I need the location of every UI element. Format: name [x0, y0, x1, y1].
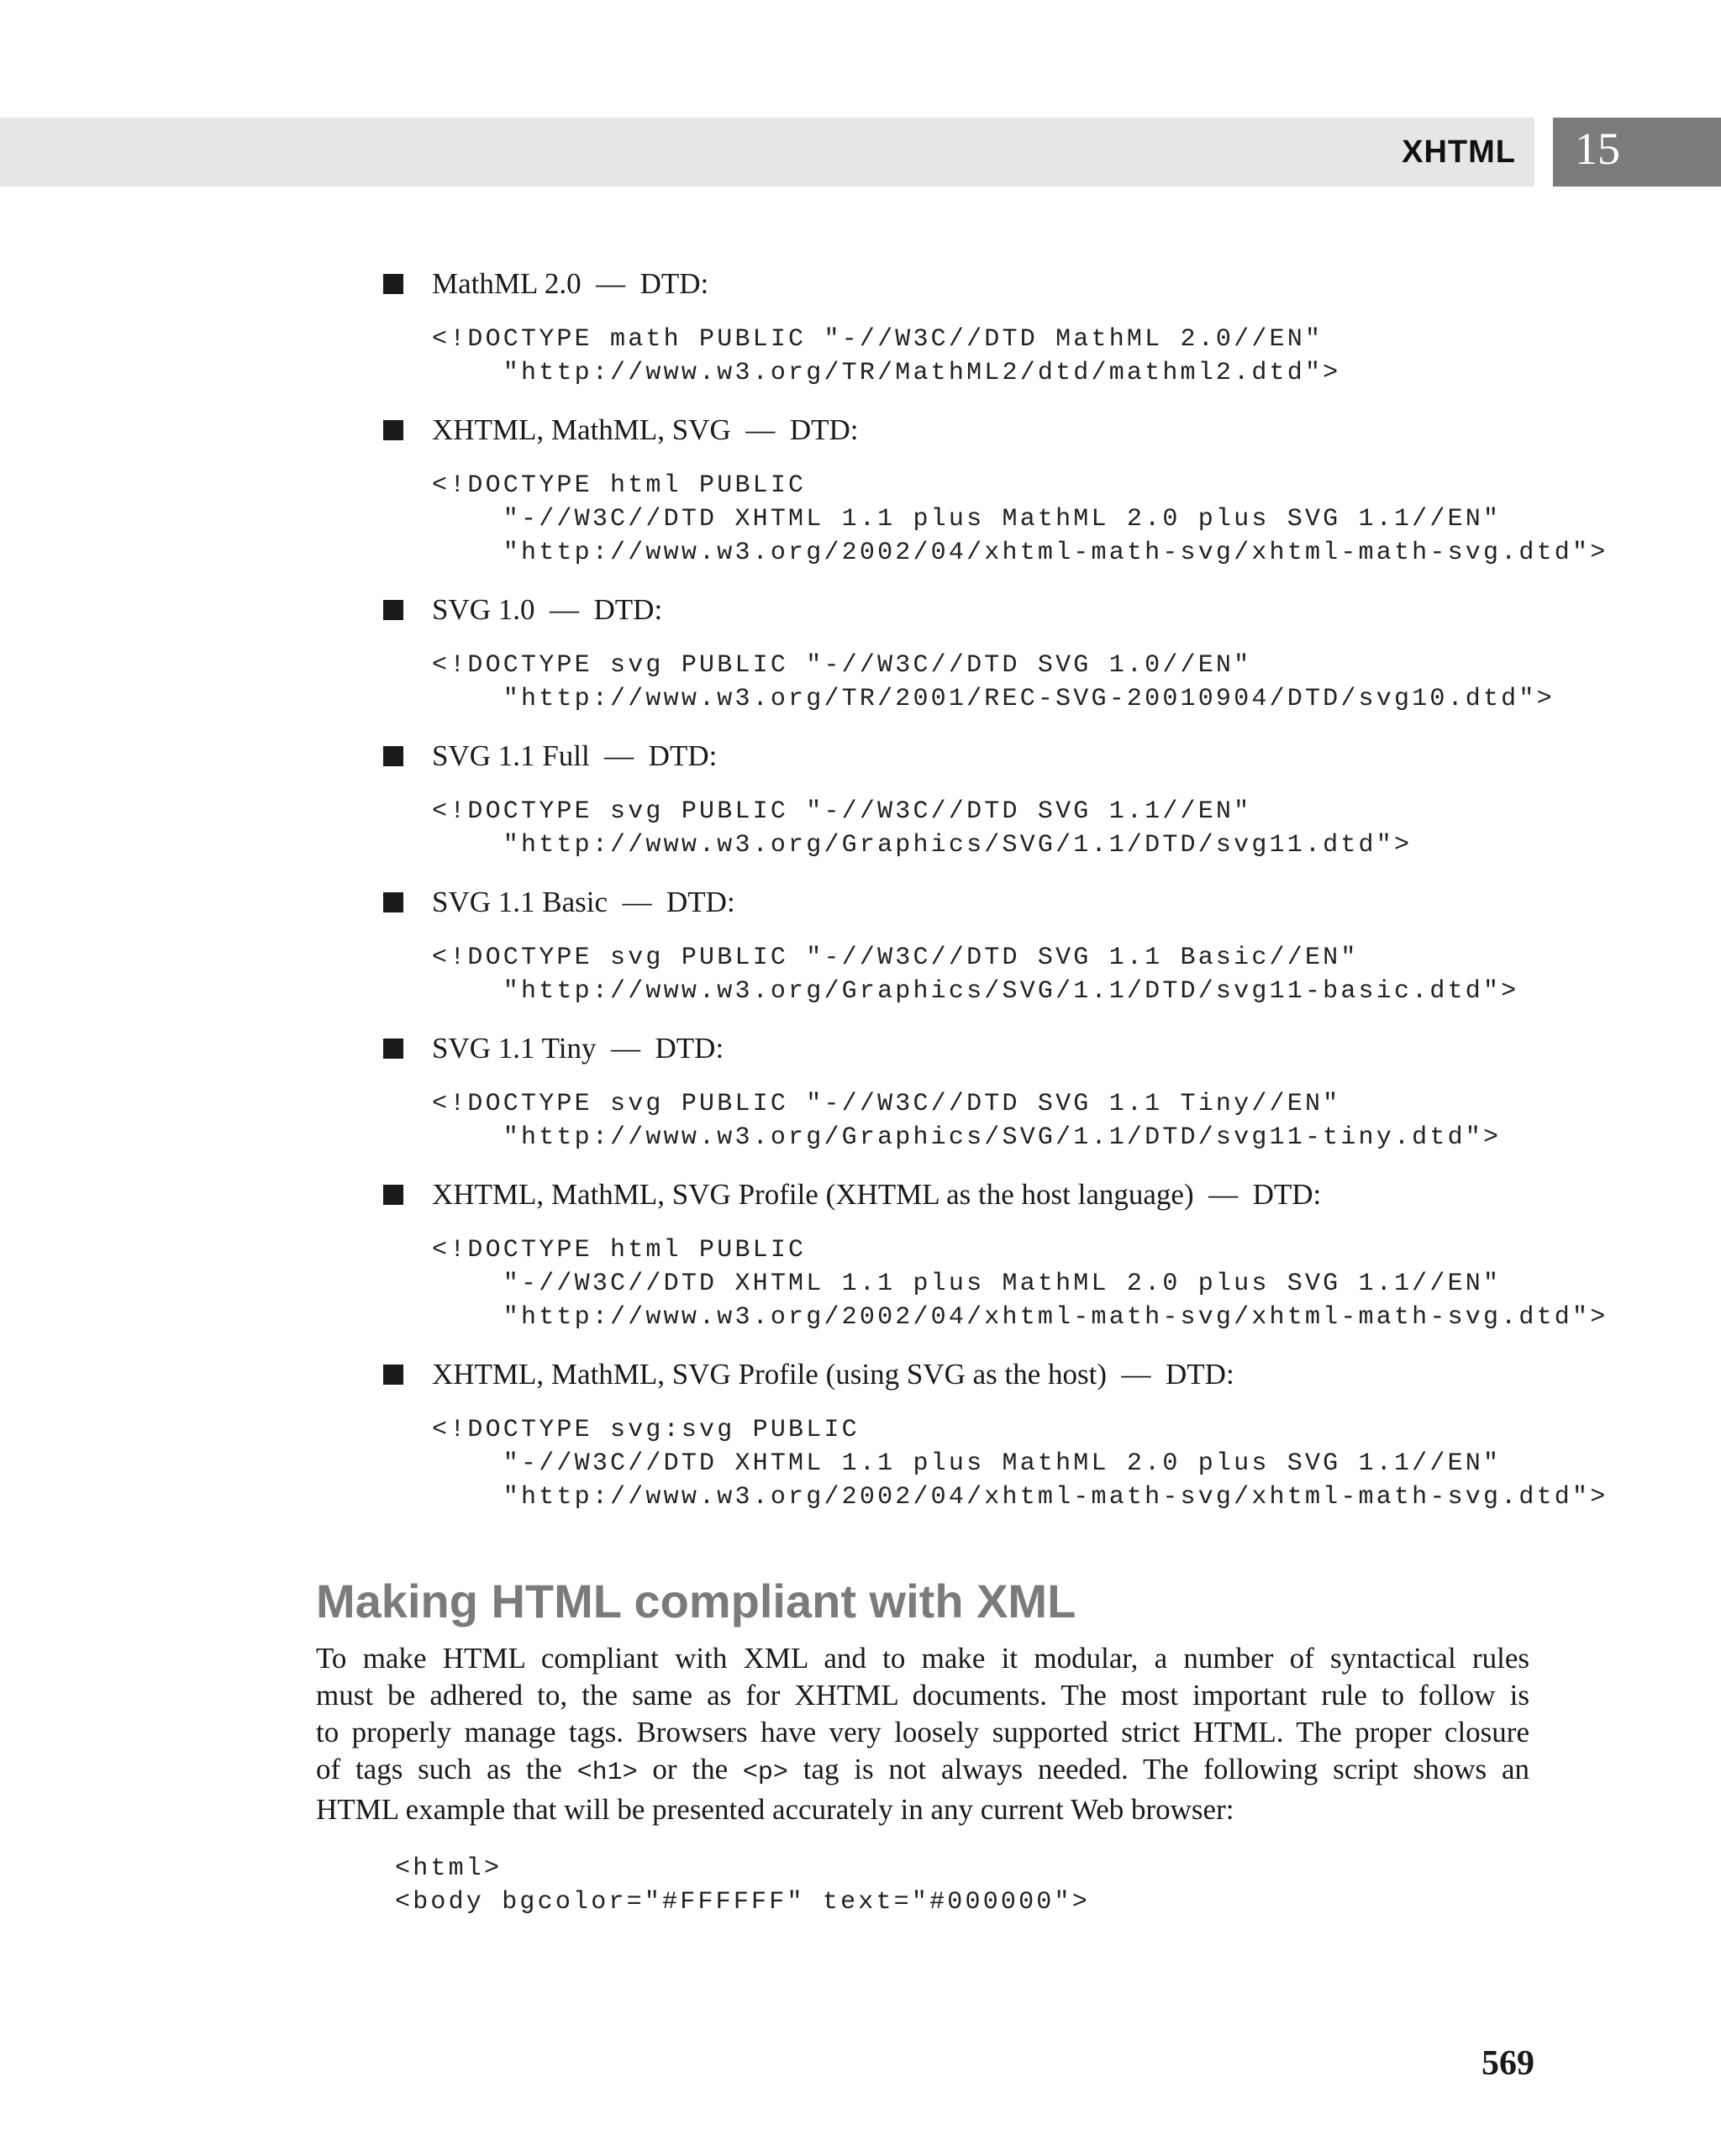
- dtd-entry: [370, 262, 1563, 387]
- square-bullet-icon: [383, 892, 403, 912]
- code-line: <!DOCTYPE svg PUBLIC "-//W3C//DTD SVG 1.1 Basic//EN": [432, 944, 1359, 972]
- section-heading: Making HTML compliant with XML: [316, 1575, 1076, 1628]
- page-number: 569: [1482, 2044, 1534, 2083]
- paragraph-line: [316, 1677, 1529, 1714]
- paragraph-text: To make HTML compliant with XML and to make it modular, a number of syntactical rules: [316, 1642, 1529, 1675]
- dtd-code-block: [432, 649, 1555, 716]
- dtd-code-block: [432, 1087, 1501, 1154]
- code-line: <!DOCTYPE svg PUBLIC "-//W3C//DTD SVG 1.1 Tiny//EN": [432, 1090, 1341, 1118]
- code-line: <!DOCTYPE html PUBLIC: [432, 1236, 807, 1265]
- code-line: "-//W3C//DTD XHTML 1.1 plus MathML 2.0 plus SVG 1.1//EN": [432, 1449, 1502, 1478]
- dtd-code-block: [432, 1233, 1608, 1334]
- paragraph-text: of tags such as the: [316, 1753, 577, 1785]
- code-line: <!DOCTYPE math PUBLIC "-//W3C//DTD MathML 2.0//EN": [432, 325, 1324, 354]
- dtd-code-block: [432, 469, 1608, 570]
- dtd-entry: [370, 1027, 1563, 1152]
- dtd-entry: [370, 881, 1563, 1006]
- dtd-entry-heading: [370, 1173, 1563, 1217]
- dtd-code-block: [432, 941, 1518, 1008]
- square-bullet-icon: [383, 1039, 403, 1059]
- code-line: "http://www.w3.org/Graphics/SVG/1.1/DTD/svg11.dtd">: [432, 831, 1413, 860]
- code-line: "http://www.w3.org/Graphics/SVG/1.1/DTD/svg11-tiny.dtd">: [432, 1123, 1502, 1152]
- paragraph-line: [316, 1791, 1529, 1828]
- dtd-entry-heading: [370, 588, 1563, 632]
- dtd-entry-heading: [370, 881, 1563, 924]
- square-bullet-icon: [383, 1365, 403, 1385]
- dtd-entry: [370, 1353, 1608, 1512]
- dtd-entry: [370, 588, 1563, 713]
- code-line: "http://www.w3.org/2002/04/xhtml-math-svg/xhtml-math-svg.dtd">: [432, 539, 1608, 567]
- code-line: "-//W3C//DTD XHTML 1.1 plus MathML 2.0 plus SVG 1.1//EN": [432, 1270, 1502, 1298]
- paragraph-text: HTML example that will be presented accurately in any current Web browser:: [316, 1793, 1234, 1826]
- dtd-entry-heading: [370, 262, 1563, 306]
- paragraph-text: or the: [637, 1753, 743, 1785]
- code-line: <!DOCTYPE svg PUBLIC "-//W3C//DTD SVG 1.1//EN": [432, 797, 1252, 826]
- dtd-entry-label: MathML 2.0 — DTD:: [432, 267, 709, 300]
- paragraph-text: tag is not always needed. The following script shows an: [787, 1753, 1529, 1785]
- code-line: <!DOCTYPE svg:svg PUBLIC: [432, 1416, 860, 1444]
- dtd-entry-heading: [370, 1027, 1563, 1070]
- body-paragraph: [316, 1640, 1529, 1828]
- dtd-code-block: [432, 323, 1340, 390]
- dtd-entry: [370, 1173, 1608, 1332]
- dtd-entry-label: XHTML, MathML, SVG Profile (using SVG as the host) — DTD:: [432, 1358, 1234, 1391]
- dtd-entry: [370, 408, 1608, 567]
- dtd-code-block: [432, 795, 1412, 862]
- dtd-entry-label: SVG 1.0 — DTD:: [432, 593, 663, 626]
- square-bullet-icon: [383, 1185, 403, 1205]
- square-bullet-icon: [383, 274, 403, 294]
- dtd-entry-label: SVG 1.1 Basic — DTD:: [432, 886, 735, 918]
- paragraph-line: [316, 1714, 1529, 1751]
- paragraph-text: to properly manage tags. Browsers have very loosely supported strict HTML. The proper closure: [316, 1716, 1529, 1748]
- chapter-number: 15: [1575, 124, 1620, 174]
- code-line: "http://www.w3.org/2002/04/xhtml-math-svg/xhtml-math-svg.dtd">: [432, 1483, 1608, 1512]
- dtd-entry: [370, 734, 1563, 860]
- code-line: "http://www.w3.org/TR/MathML2/dtd/mathml2.dtd">: [432, 359, 1341, 387]
- square-bullet-icon: [383, 420, 403, 440]
- dtd-entry-heading: [370, 1353, 1563, 1396]
- paragraph-line: [316, 1751, 1529, 1791]
- code-line: "-//W3C//DTD XHTML 1.1 plus MathML 2.0 plus SVG 1.1//EN": [432, 505, 1502, 534]
- example-code-block: [395, 1852, 1090, 1919]
- square-bullet-icon: [383, 746, 403, 766]
- code-line: "http://www.w3.org/TR/2001/REC-SVG-20010904/DTD/svg10.dtd">: [432, 685, 1555, 713]
- square-bullet-icon: [383, 600, 403, 620]
- inline-code: <p>: [742, 1759, 788, 1787]
- inline-code: <h1>: [576, 1759, 638, 1787]
- dtd-code-block: [432, 1413, 1608, 1514]
- running-header-band: [0, 118, 1534, 187]
- code-line: <body bgcolor="#FFFFFF" text="#000000">: [395, 1888, 1090, 1917]
- dtd-entry-label: XHTML, MathML, SVG Profile (XHTML as the host language) — DTD:: [432, 1178, 1322, 1211]
- chapter-title: XHTML: [1402, 134, 1516, 170]
- dtd-entry-label: SVG 1.1 Full — DTD:: [432, 739, 718, 772]
- dtd-entry-label: SVG 1.1 Tiny — DTD:: [432, 1032, 724, 1065]
- dtd-entry-label: XHTML, MathML, SVG — DTD:: [432, 413, 859, 446]
- dtd-entry-heading: [370, 408, 1563, 452]
- code-line: "http://www.w3.org/Graphics/SVG/1.1/DTD/svg11-basic.dtd">: [432, 977, 1519, 1006]
- chapter-number-box: [1553, 118, 1721, 187]
- code-line: <!DOCTYPE svg PUBLIC "-//W3C//DTD SVG 1.0//EN": [432, 651, 1252, 680]
- code-line: <html>: [395, 1854, 503, 1883]
- paragraph-line: [316, 1640, 1529, 1677]
- code-line: <!DOCTYPE html PUBLIC: [432, 471, 807, 500]
- paragraph-text: must be adhered to, the same as for XHTML documents. The most important rule to follow is: [316, 1679, 1529, 1712]
- code-line: "http://www.w3.org/2002/04/xhtml-math-svg/xhtml-math-svg.dtd">: [432, 1303, 1608, 1332]
- dtd-entry-heading: [370, 734, 1563, 778]
